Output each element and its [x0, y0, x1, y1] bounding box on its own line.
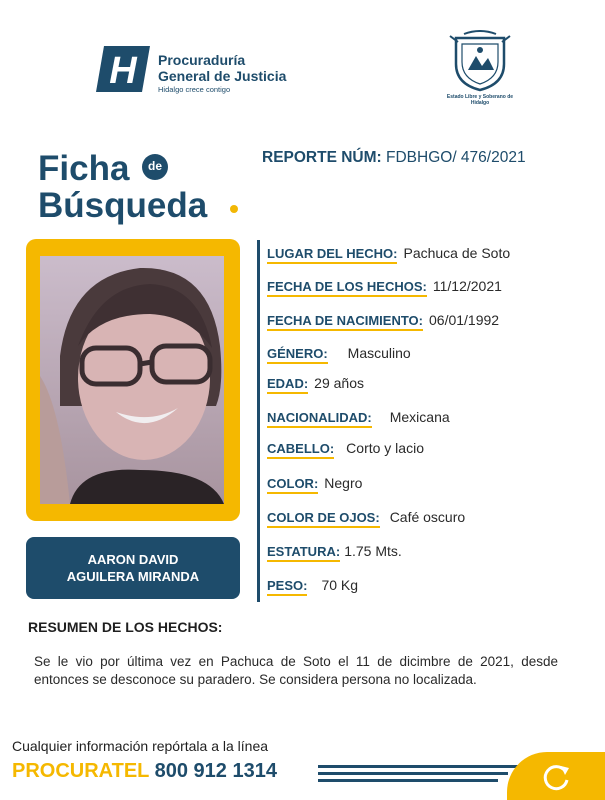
name-line-2: AGUILERA MIRANDA	[66, 569, 200, 584]
footer-stripe	[318, 779, 498, 782]
field-label: GÉNERO:	[267, 346, 328, 364]
field-color-ojos	[267, 509, 465, 525]
field-label: ESTATURA:	[267, 544, 340, 562]
page-title	[38, 150, 207, 224]
field-label: LUGAR DEL HECHO:	[267, 246, 397, 264]
field-label: COLOR DE OJOS:	[267, 510, 380, 528]
footer-info: Cualquier información repórtala a la línea	[12, 738, 269, 754]
field-label: COLOR:	[267, 476, 318, 494]
field-label: PESO:	[267, 578, 307, 596]
footer-stripe	[318, 772, 508, 775]
field-value: Corto y lacio	[346, 440, 424, 456]
state-seal-icon	[446, 30, 514, 92]
refresh-icon	[541, 762, 571, 792]
report-value: FDBHGO/ 476/2021	[386, 149, 526, 166]
pgj-logo	[96, 46, 150, 92]
field-edad	[267, 375, 364, 391]
field-cabello	[267, 440, 424, 456]
field-estatura	[267, 543, 402, 559]
title-de-badge: de	[142, 154, 168, 180]
field-genero	[267, 345, 411, 361]
title-ficha: Ficha	[38, 149, 130, 188]
org-line-2: General de Justicia	[158, 68, 287, 84]
field-value: 06/01/1992	[429, 312, 500, 328]
logo-letter: H	[109, 50, 137, 92]
footer-stripe	[318, 765, 518, 768]
field-value: 1.75 Mts.	[344, 543, 402, 559]
field-value: Pachuca de Soto	[403, 245, 511, 261]
field-value: 70 Kg	[321, 577, 359, 593]
field-value: Café oscuro	[389, 509, 466, 525]
field-fecha-hechos	[267, 278, 502, 294]
seal-caption: Estado Libre y Soberano de Hidalgo	[446, 94, 514, 106]
person-photo	[40, 256, 224, 504]
field-color	[267, 475, 362, 491]
hotline	[12, 760, 277, 783]
field-lugar	[267, 245, 510, 261]
field-value: Mexicana	[389, 409, 450, 425]
title-busqueda: Búsqueda	[38, 186, 208, 225]
field-value: Negro	[324, 475, 363, 491]
field-fecha-nacimiento	[267, 312, 499, 328]
field-value: Masculino	[347, 345, 411, 361]
field-label: NACIONALIDAD:	[267, 410, 372, 428]
title-dot	[230, 205, 238, 213]
summary-title: RESUMEN DE LOS HECHOS:	[28, 619, 223, 635]
hotline-brand: PROCURATEL	[12, 760, 150, 782]
field-label: EDAD:	[267, 376, 308, 394]
field-label: FECHA DE NACIMIENTO:	[267, 313, 423, 331]
field-value: 11/12/2021	[432, 278, 502, 294]
field-label: FECHA DE LOS HECHOS:	[267, 279, 427, 297]
field-label: CABELLO:	[267, 441, 334, 459]
report-number	[262, 149, 526, 167]
field-peso	[267, 577, 358, 593]
field-value: 29 años	[314, 375, 364, 391]
person-name	[26, 537, 240, 599]
org-tagline: Hidalgo crece contigo	[158, 85, 231, 94]
divider	[257, 240, 260, 602]
report-label: REPORTE NÚM:	[262, 149, 382, 166]
name-line-1: AARON DAVID	[87, 552, 179, 567]
organization-name	[158, 52, 286, 96]
summary-text: Se le vio por última vez en Pachuca de Soto el 11 de dicimbre de 2021, desde entonces se desconoce su paradero. Se considera persona no localizada.	[34, 654, 558, 687]
field-nacionalidad	[267, 409, 450, 425]
hotline-phone: 800 912 1314	[154, 760, 277, 782]
org-line-1: Procuraduría	[158, 52, 246, 68]
